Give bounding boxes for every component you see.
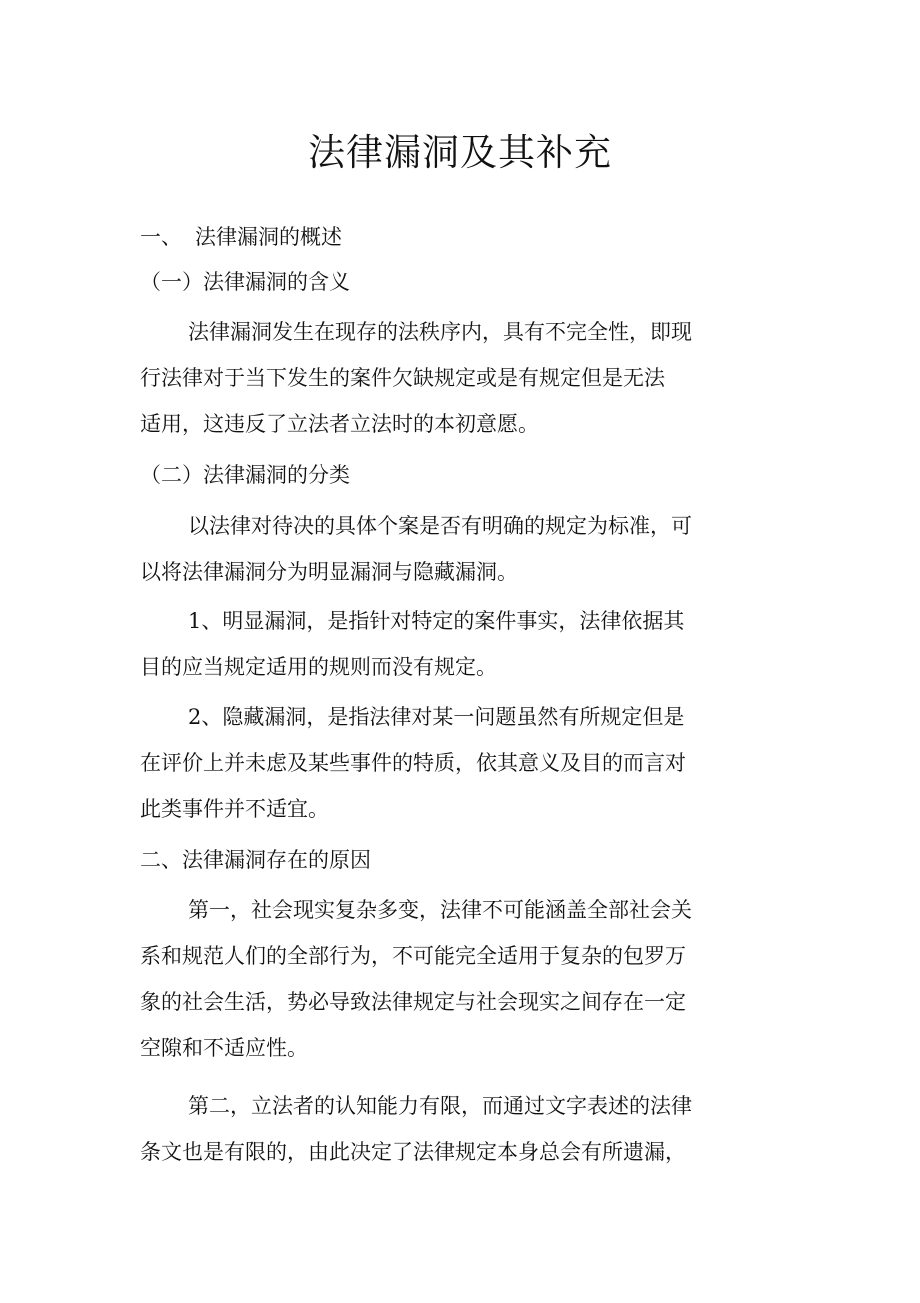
- paragraph-line: 目的应当规定适用的规则而没有规定。: [140, 655, 497, 679]
- paragraph-line: 2、隐藏漏洞，是指法律对某一问题虽然有所规定但是: [188, 705, 685, 729]
- paragraph-meaning: [140, 309, 720, 447]
- paragraph-line: 条文也是有限的，由此决定了法律规定本身总会有所遗漏，: [140, 1140, 686, 1164]
- paragraph-line: 法律漏洞发生在现存的法秩序内，具有不完全性，即现: [188, 320, 692, 344]
- paragraph-second-reason: [140, 1083, 720, 1175]
- paragraph-line: 系和规范人们的全部行为，不可能完全适用于复杂的包罗万: [140, 944, 686, 968]
- paragraph-line: 以将法律漏洞分为明显漏洞与隐藏漏洞。: [140, 560, 518, 584]
- paragraph-line: 第一，社会现实复杂多变，法律不可能涵盖全部社会关: [188, 898, 692, 922]
- section-heading-text: 法律漏洞的概述: [195, 225, 342, 249]
- section-heading-2: 二、法律漏洞存在的原因: [140, 848, 371, 872]
- paragraph-line: 第二，立法者的认知能力有限，而通过文字表述的法律: [188, 1094, 692, 1118]
- paragraph-obvious-gap: [140, 598, 720, 690]
- paragraph-line: 适用，这违反了立法者立法时的本初意愿。: [140, 412, 539, 436]
- paragraph-hidden-gap: [140, 694, 720, 832]
- paragraph-line: 以法律对待决的具体个案是否有明确的规定为标准，可: [188, 514, 692, 538]
- paragraph-classification: [140, 503, 720, 595]
- paragraph-line: 象的社会生活，势必导致法律规定与社会现实之间存在一定: [140, 990, 686, 1014]
- document-title: 法律漏洞及其补充: [308, 131, 612, 174]
- section-heading-1: [140, 222, 342, 252]
- paragraph-line: 1、明显漏洞，是指针对特定的案件事实，法律依据其: [188, 609, 685, 633]
- section-number: 一、: [140, 225, 182, 249]
- subsection-heading-meaning: （一）法律漏洞的含义: [140, 270, 350, 294]
- paragraph-line: 空隙和不适应性。: [140, 1036, 308, 1060]
- paragraph-first-reason: [140, 887, 720, 1071]
- subsection-heading-classification: （二）法律漏洞的分类: [140, 463, 350, 487]
- paragraph-line: 此类事件并不适宜。: [140, 797, 329, 821]
- paragraph-line: 在评价上并未虑及某些事件的特质，依其意义及目的而言对: [140, 751, 686, 775]
- paragraph-line: 行法律对于当下发生的案件欠缺规定或是有规定但是无法: [140, 366, 665, 390]
